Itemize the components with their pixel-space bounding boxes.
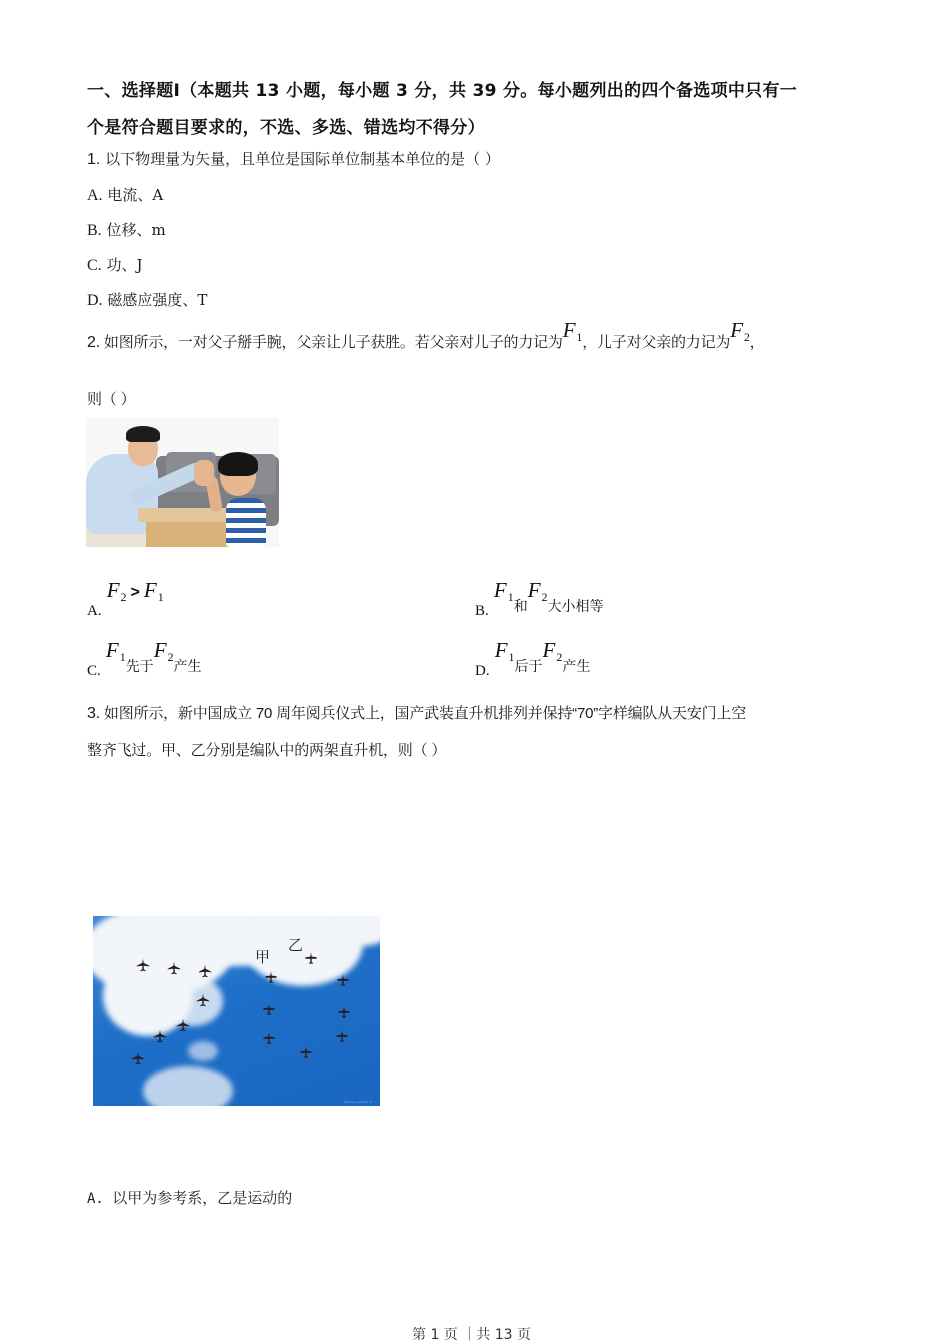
jet-icon <box>196 993 210 1007</box>
question-number: 2. <box>87 334 100 351</box>
question-number: 1. <box>87 151 101 168</box>
option-label: C. <box>87 257 102 274</box>
option-text: 位移、m <box>106 221 166 239</box>
q3-option-a[interactable] <box>87 1187 292 1208</box>
q1-option-a[interactable] <box>87 184 163 205</box>
jet-icon <box>131 1051 145 1065</box>
label-jia: 甲 <box>255 948 271 966</box>
q1-option-d[interactable] <box>87 289 207 310</box>
option-text: 产生 <box>173 659 202 675</box>
option-text: 电流、A <box>107 186 164 204</box>
option-label: C. <box>87 663 101 679</box>
force-f1: $F_1$ <box>494 638 515 664</box>
cloud <box>188 1041 218 1061</box>
option-text: 产生 <box>562 659 591 675</box>
option-label: A. <box>87 603 102 619</box>
q2-option-d[interactable] <box>475 638 591 679</box>
father-hair <box>126 426 160 442</box>
greater-than-sign: > <box>130 584 140 601</box>
helicopter-icon <box>299 1045 313 1059</box>
q2-option-a[interactable] <box>87 578 164 619</box>
question-text-part2: ，儿子对父亲的力记为 <box>582 334 731 351</box>
arm-wrestling-photo <box>86 418 279 547</box>
option-text: 功、J <box>106 256 143 274</box>
clasped-hands <box>194 460 214 486</box>
question-text-part3: ， <box>749 334 765 351</box>
helicopter-icon <box>304 951 318 965</box>
question-2 <box>87 318 765 353</box>
option-text: 大小相等 <box>547 599 604 615</box>
force-f1: $F_1$ <box>493 578 514 604</box>
jet-icon <box>153 1029 167 1043</box>
option-connector: 先于 <box>125 659 154 675</box>
helicopter-icon <box>264 970 278 984</box>
question-2-line2: 则（ ） <box>87 391 136 408</box>
force-f2: $F_2$ <box>527 578 548 604</box>
option-label: A. <box>87 1191 104 1207</box>
question-number: 3. <box>87 705 100 722</box>
q1-option-c[interactable] <box>87 254 142 275</box>
force-f2: $F_2$ <box>542 638 563 664</box>
question-3-line2: 整齐飞过。甲、乙分别是编队中的两架直升机，则（ ） <box>87 742 447 759</box>
boy-hair <box>218 452 258 476</box>
q1-option-b[interactable] <box>87 219 166 240</box>
force-f2: $F_2$ <box>106 578 127 604</box>
helicopter-icon <box>335 1029 349 1043</box>
q2-option-b[interactable] <box>475 578 604 619</box>
question-text-part1: 如图所示，一对父子掰手腕，父亲让儿子获胜。若父亲对儿子的力记为 <box>103 334 563 351</box>
table-top <box>138 508 238 522</box>
page-footer: 第 1 页 ｜共 13 页 <box>412 1327 531 1343</box>
force-f1: $F_1$ <box>143 578 164 604</box>
force-f1: $F_1$ <box>562 318 583 344</box>
jet-icon <box>136 958 150 972</box>
option-label: A. <box>87 187 103 204</box>
force-f1: $F_1$ <box>105 638 126 664</box>
section-title-line2: 个是符合题目要求的，不选、多选、错选均不得分） <box>87 118 485 138</box>
section-title-line1: 一、选择题Ⅰ（本题共 13 小题，每小题 3 分，共 39 分。每小题列出的四个备选项中只有一 <box>87 81 798 101</box>
table-base <box>146 522 230 547</box>
question-3 <box>87 702 746 723</box>
helicopter-formation-photo <box>93 916 380 1106</box>
q2-option-c[interactable] <box>87 638 202 679</box>
jet-icon <box>167 961 181 975</box>
option-label: B. <box>87 222 102 239</box>
jet-icon <box>198 964 212 978</box>
question-text-line1: 如图所示，新中国成立 70 周年阅兵仪式上，国产武装直升机排列并保持“70”字样编队从天安门上空 <box>103 705 747 722</box>
option-text: 以甲为参考系，乙是运动的 <box>112 1189 293 1207</box>
question-text: 以下物理量为矢量，且单位是国际单位制基本单位的是（ ） <box>105 150 500 168</box>
option-text: 磁感应强度、T <box>107 291 208 309</box>
option-label: D. <box>475 663 490 679</box>
photo-watermark: Marina Lystseva © ... <box>344 1100 376 1104</box>
cloud <box>143 1066 233 1106</box>
helicopter-icon <box>337 1005 351 1019</box>
option-connector: 和 <box>513 599 528 615</box>
force-f2: $F_2$ <box>153 638 174 664</box>
jet-icon <box>176 1018 190 1032</box>
question-1 <box>87 148 500 169</box>
boy-body <box>226 498 266 547</box>
force-f2: $F_2$ <box>730 318 750 344</box>
option-connector: 后于 <box>514 659 543 675</box>
option-label: B. <box>475 603 489 619</box>
label-yi: 乙 <box>288 936 304 954</box>
helicopter-icon <box>262 1031 276 1045</box>
helicopter-icon <box>262 1002 276 1016</box>
cloud <box>163 976 223 1026</box>
option-label: D. <box>87 292 103 309</box>
helicopter-icon <box>336 973 350 987</box>
